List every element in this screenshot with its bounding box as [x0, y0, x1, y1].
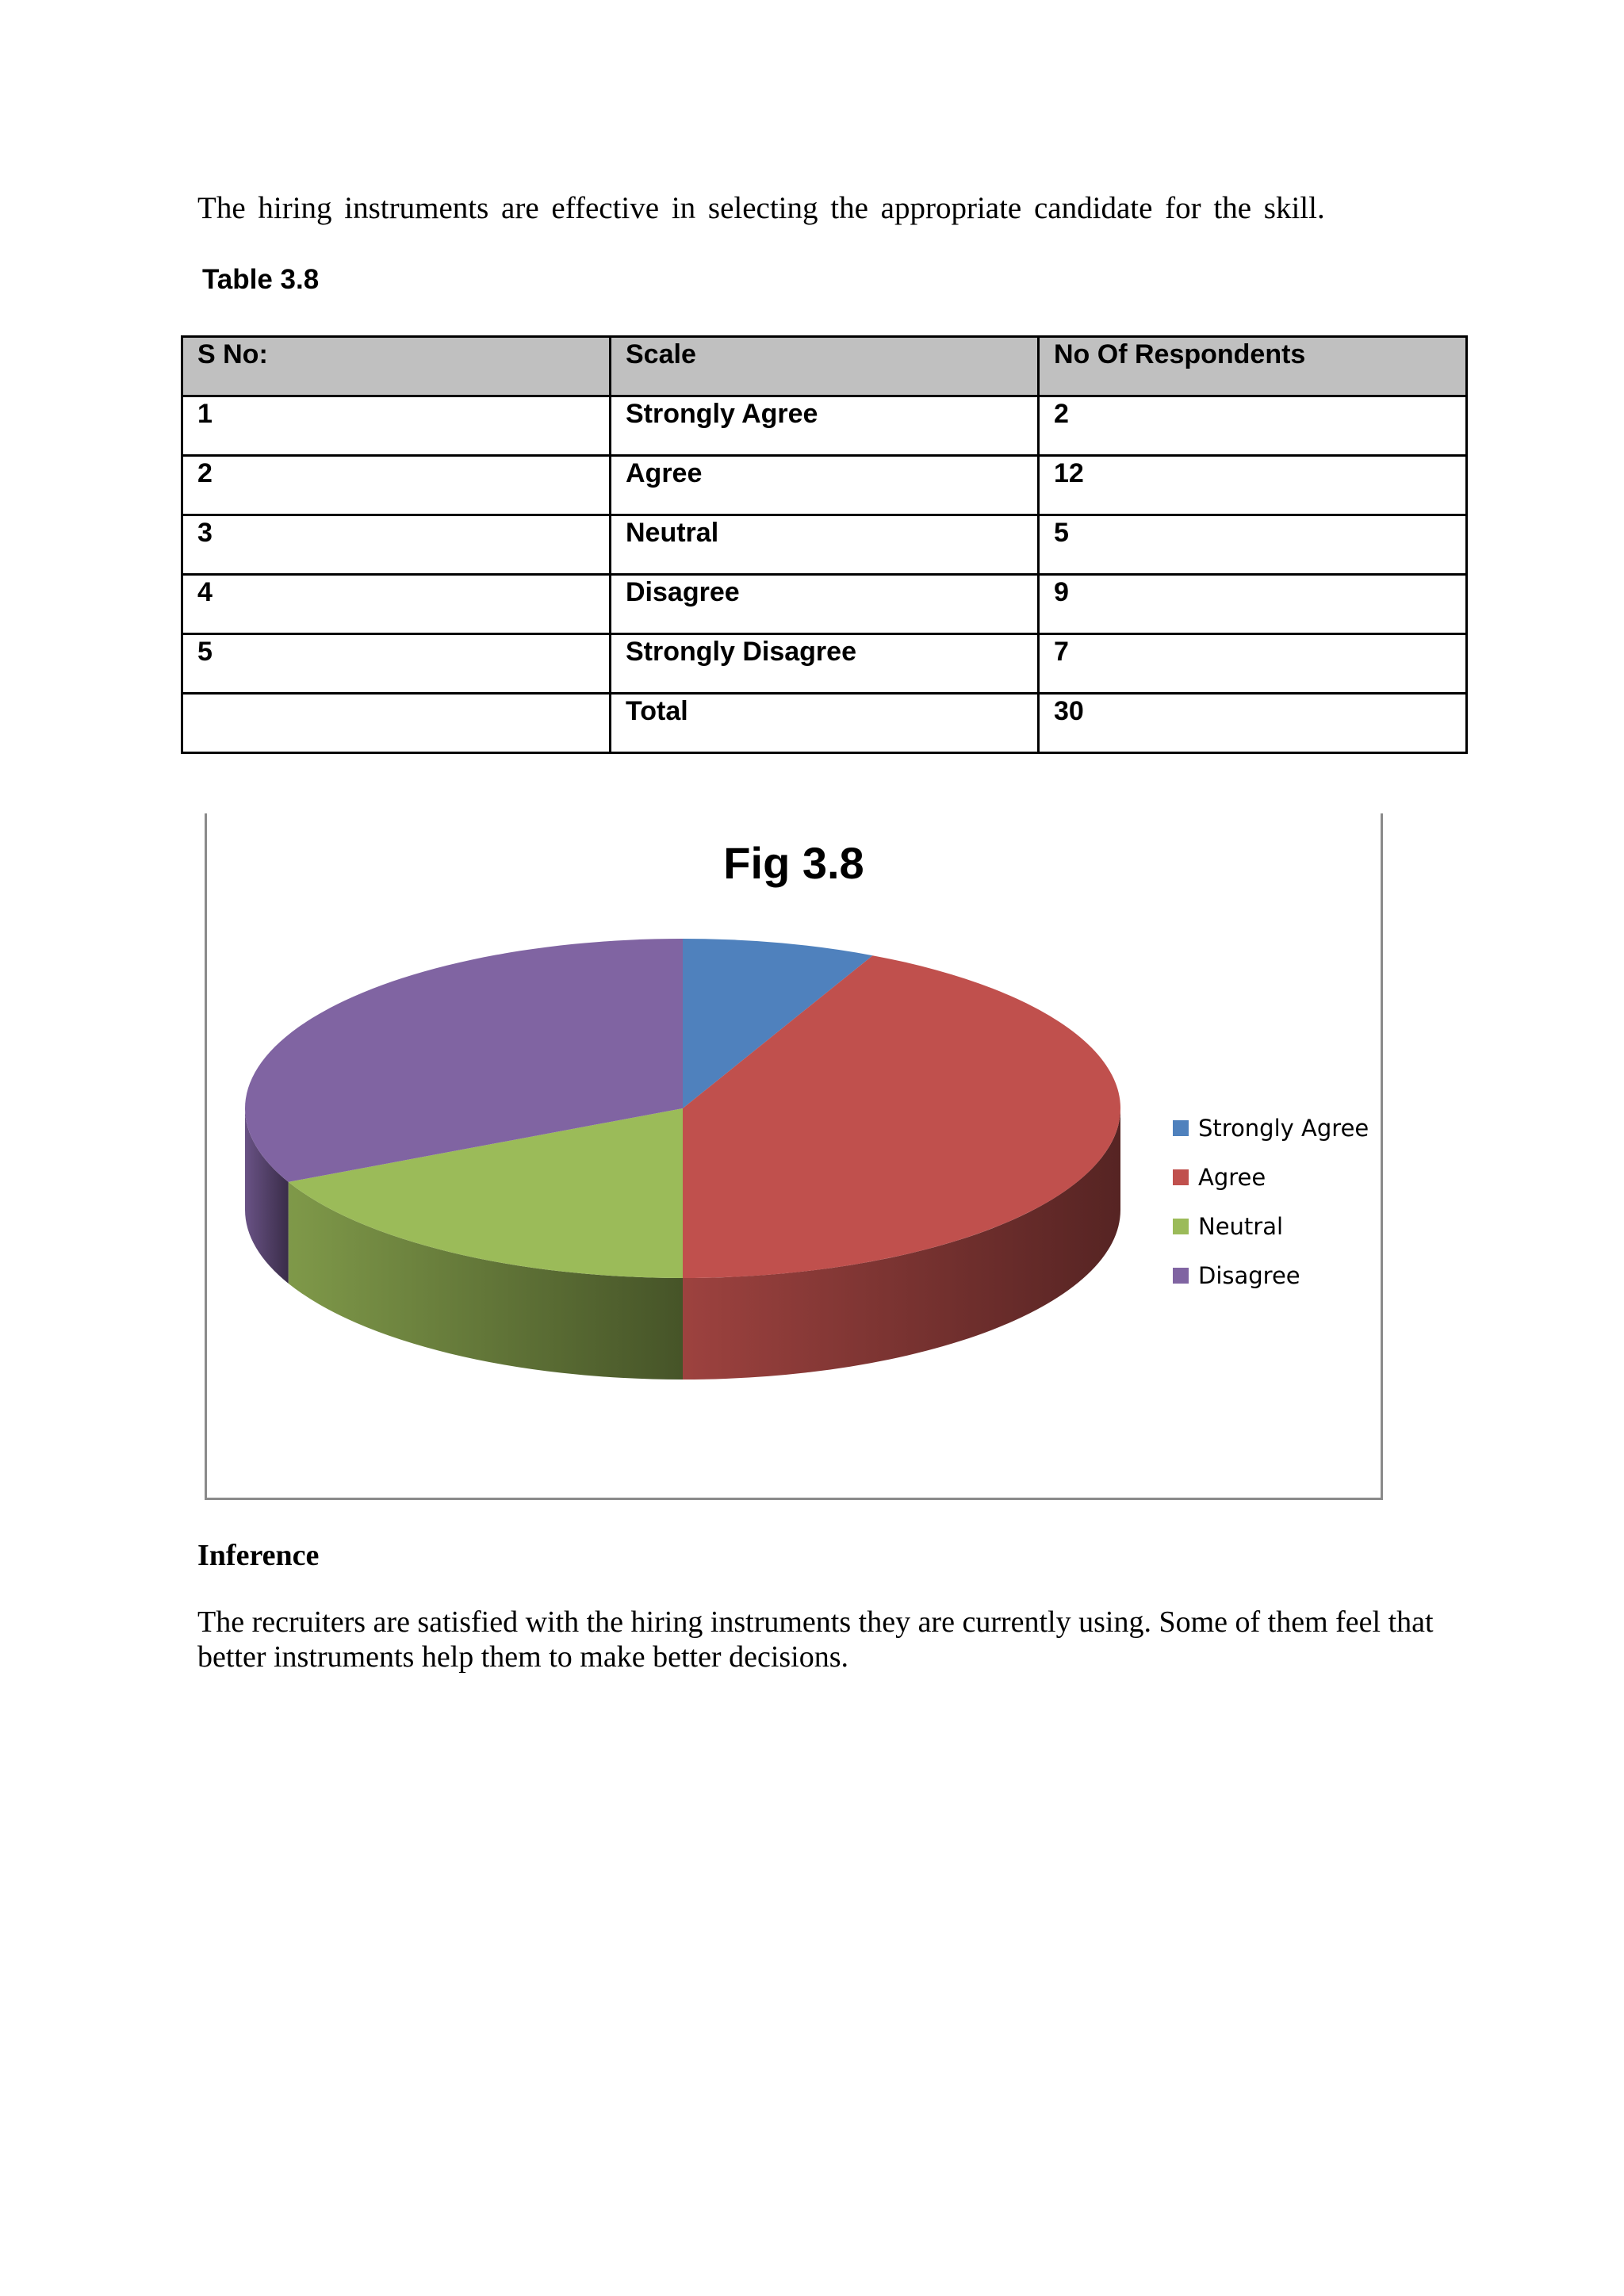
table-cell: 2: [1039, 396, 1467, 456]
table-cell: Strongly Agree: [611, 396, 1039, 456]
legend-label: Neutral: [1198, 1213, 1284, 1240]
legend-label: Disagree: [1198, 1262, 1300, 1289]
table-cell: 30: [1039, 694, 1467, 753]
legend-label: Agree: [1198, 1164, 1266, 1191]
pie-chart-frame: [205, 813, 1383, 1500]
table-cell: 1: [182, 396, 611, 456]
legend-swatch: [1173, 1219, 1189, 1234]
table-row: [182, 634, 1467, 694]
table-total-row: [182, 694, 1467, 753]
legend-item: [1173, 1202, 1369, 1251]
legend-swatch: [1173, 1169, 1189, 1185]
legend-label: Strongly Agree: [1198, 1115, 1369, 1142]
legend-item: [1173, 1153, 1369, 1202]
table-cell: Strongly Disagree: [611, 634, 1039, 694]
table-row: [182, 396, 1467, 456]
table-cell: Total: [611, 694, 1039, 753]
chart-title: Fig 3.8: [723, 838, 864, 888]
inference-body: The recruiters are satisfied with the hiring instruments they are currently using. Some of them feel that better instruments help them to make better decisions.: [197, 1605, 1434, 1674]
table-row: [182, 515, 1467, 575]
table-cell: 2: [182, 456, 611, 515]
intro-text: The hiring instruments are effective in selecting the appropriate candidate for the skill.: [197, 191, 1325, 225]
table-cell: 5: [182, 634, 611, 694]
table-cell: 9: [1039, 575, 1467, 634]
table-row: [182, 575, 1467, 634]
table-cell: 5: [1039, 515, 1467, 575]
header-cell: S No:: [182, 337, 611, 396]
table-caption: Table 3.8: [202, 264, 320, 295]
table-cell: [182, 694, 611, 753]
respondents-table: [181, 335, 1468, 754]
header-cell: No Of Respondents: [1039, 337, 1467, 396]
legend-swatch: [1173, 1120, 1189, 1136]
table-cell: 4: [182, 575, 611, 634]
table-header-row: [182, 337, 1467, 396]
legend-swatch: [1173, 1268, 1189, 1284]
chart-legend: [1173, 1104, 1369, 1300]
inference-heading: Inference: [197, 1539, 320, 1572]
legend-item: [1173, 1104, 1369, 1153]
table-cell: Agree: [611, 456, 1039, 515]
table-cell: 7: [1039, 634, 1467, 694]
table-cell: 3: [182, 515, 611, 575]
table-row: [182, 456, 1467, 515]
legend-item: [1173, 1251, 1369, 1300]
table-cell: Neutral: [611, 515, 1039, 575]
table-cell: 12: [1039, 456, 1467, 515]
pie-top-faces: [245, 939, 1120, 1278]
table-cell: Disagree: [611, 575, 1039, 634]
header-cell: Scale: [611, 337, 1039, 396]
